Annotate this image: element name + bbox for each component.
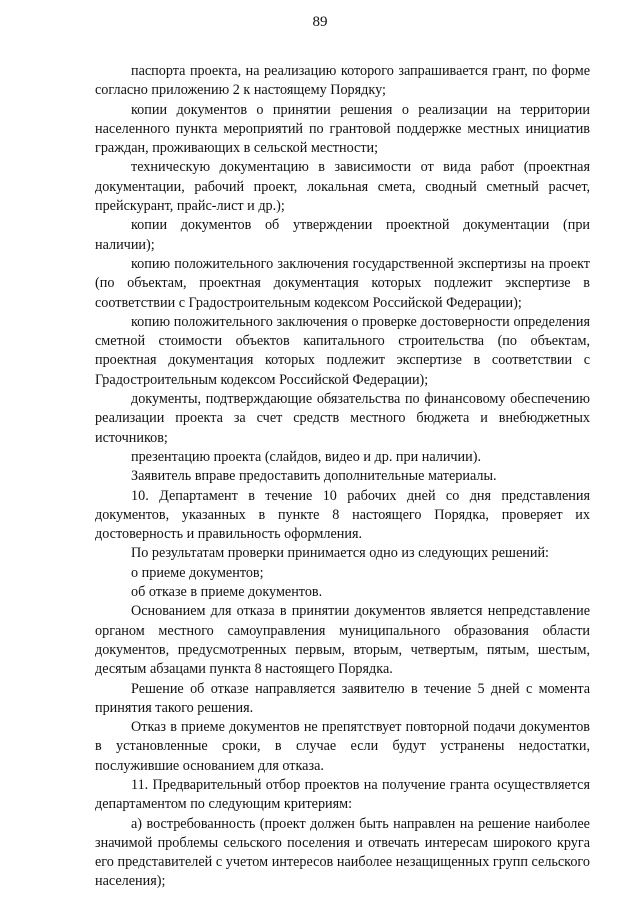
paragraph: Отказ в приеме документов не препятствует повторной подачи документов в установленные сроки, в случае если будут устранены недостатки, послужившие основанием для отказа. <box>95 719 590 774</box>
paragraph: паспорта проекта, на реализацию которого запрашивается грант, по форме согласно приложению 2 к настоящему Порядку; <box>95 63 590 99</box>
paragraph: 11. Предварительный отбор проектов на получение гранта осуществляется департаментом по следующим критериям: <box>95 776 590 813</box>
paragraph: техническую документацию в зависимости от вида работ (проектная документации, рабочий проект, локальная смета, сводный сметный расчет, прейскурант, прайс-лист и др.); <box>95 159 590 215</box>
paragraph: Решение об отказе направляется заявителю в течение 5 дней с момента принятия такого решения. <box>95 680 590 716</box>
paragraph: об отказе в приеме документов. <box>131 584 323 601</box>
paragraph: документы, подтверждающие обязательства по финансовому обеспечению реализации проекта за счет средств местного бюджета и внебюджетных источников; <box>95 391 590 446</box>
paragraph: Основанием для отказа в принятии документов является непредставление органом местного самоуправления муниципального образования области документов, предусмотренных первым, вторым, четвертым, пятым, шестым, десятым абзацами пункта 8 настоящего Порядка. <box>95 603 590 678</box>
paragraph: о приеме документов; <box>131 564 264 581</box>
paragraph: Заявитель вправе предоставить дополнительные материалы. <box>131 468 497 485</box>
document-body <box>95 62 590 892</box>
page-number: 89 <box>312 14 328 30</box>
paragraph: а) востребованность (проект должен быть направлен на решение наиболее значимой проблемы сельского поселения и отвечать интересам широкого круга его представителей с учетом интересов наиболее незащищенных групп сельского населения); <box>95 815 590 890</box>
paragraph: копии документов об утверждении проектной документации (при наличии); <box>95 217 590 253</box>
paragraph: копии документов о принятии решения о реализации на территории населенного пункта мероприятий по грантовой поддержке местных инициатив граждан, проживающих в сельской местности; <box>95 101 590 157</box>
paragraph: 10. Департамент в течение 10 рабочих дней со дня представления документов, указанных в пункте 8 настоящего Порядка, проверяет их достоверность и правильность оформления. <box>95 487 590 543</box>
paragraph: По результатам проверки принимается одно из следующих решений: <box>131 545 550 562</box>
paragraph: копию положительного заключения государственной экспертизы на проект (по объектам, проектная документация которых подлежит экспертизе в соответствии с Градостроительным кодексом Российской Федерации); <box>95 255 590 311</box>
paragraph: копию положительного заключения о проверке достоверности определения сметной стоимости объектов капитального строительства (по объектам, проектная документация которых подлежит экспертизе в соответствии с Градостроительным кодексом Российской Федерации); <box>95 313 590 388</box>
paragraph: презентацию проекта (слайдов, видео и др. при наличии). <box>131 448 482 465</box>
